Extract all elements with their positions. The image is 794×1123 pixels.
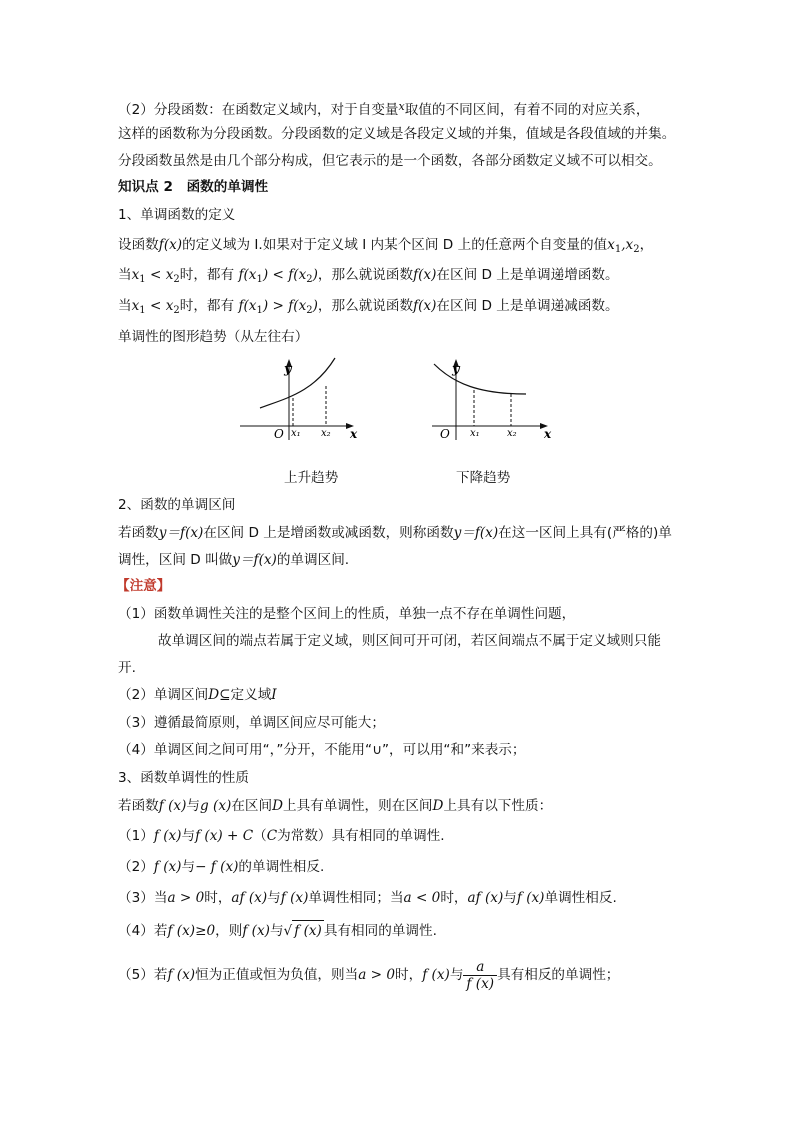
piecewise-line-3: 分段函数虽然是由几个部分构成，但它表示的是一个函数，各部分函数定义域不可以相交。 bbox=[118, 153, 662, 169]
section-1-title: 1、单调函数的定义 bbox=[118, 207, 236, 223]
origin-label: O bbox=[274, 427, 284, 441]
interval-definition-line-2: 调性，区间 D 叫做y＝f(x)的单调区间. bbox=[118, 552, 350, 568]
note-3: （3）遵循最简原则，单调区间应尽可能大； bbox=[118, 715, 385, 731]
y-label: y bbox=[284, 362, 292, 377]
x-label: x bbox=[544, 427, 552, 441]
note-2: （2）单调区间D⊆定义域I bbox=[118, 687, 277, 703]
note-1-line-1: （1）函数单调性关注的是整个区间上的性质，单独一点不存在单调性问题， bbox=[118, 606, 576, 622]
increasing-graph bbox=[232, 356, 362, 444]
x-label: x bbox=[350, 427, 358, 441]
note-4: （4）单调区间之间可用“，”分开，不能用“∪”，可以用“和”来表示； bbox=[118, 742, 526, 758]
decreasing-trend-label: 下降趋势 bbox=[456, 470, 511, 486]
increasing-definition: 当$x_1 < x_2$时，都有 $f(x_1) < f(x_2)$，那么就说函数f(x)在区间 D 上是单调递增函数。 bbox=[118, 267, 619, 285]
note-1-line-2: 故单调区间的端点若属于定义域，则区间可开可闭，若区间端点不属于定义域则只能 bbox=[158, 633, 661, 649]
property-4: （4）若f (x)≥0，则f (x)与√ f (x) 具有相同的单调性. bbox=[118, 920, 437, 941]
trend-caption: 单调性的图形趋势（从左往右） bbox=[118, 329, 309, 345]
fraction-a-over-fx: $\frac{a}{f (x)}$ bbox=[463, 959, 497, 992]
property-1: （1）f (x)与f (x) + C（C为常数）具有相同的单调性. bbox=[118, 828, 445, 844]
decreasing-definition: 当$x_1 < x_2$时，都有 $f(x_1) > f(x_2)$，那么就说函数f(x)在区间 D 上是单调递减函数。 bbox=[118, 298, 619, 316]
property-3: （3）当a > 0时，af (x)与f (x)单调性相同；当a < 0时，af (x)与f (x)单调性相反. bbox=[118, 890, 617, 906]
piecewise-line-2: 这样的函数称为分段函数。分段函数的定义域是各段定义域的并集，值域是各段值域的并集。 bbox=[118, 126, 676, 142]
section-3-title: 3、函数单调性的性质 bbox=[118, 770, 249, 786]
note-heading: 【注意】 bbox=[116, 578, 171, 594]
interval-definition-line-1: 若函数y＝f(x)在区间 D 上是增函数或减函数，则称函数y＝f(x)在这一区间上具有(严格的)单 bbox=[118, 525, 672, 541]
origin-label: O bbox=[440, 427, 450, 441]
x2-tick-label: x₂ bbox=[321, 428, 331, 439]
y-label: y bbox=[452, 362, 460, 377]
x1-tick-label: x₁ bbox=[291, 428, 301, 439]
property-2: （2）f (x)与− f (x)的单调性相反. bbox=[118, 859, 325, 875]
piecewise-line-1: （2）分段函数：在函数定义域内，对于自变量$^x$取值的不同区间，有着不同的对应关系， bbox=[118, 100, 650, 118]
x1-tick-label: x₁ bbox=[470, 428, 480, 439]
x2-tick-label: x₂ bbox=[507, 428, 517, 439]
sqrt-fx: f (x) bbox=[292, 920, 324, 941]
decreasing-graph bbox=[424, 356, 556, 444]
note-1-line-3: 开. bbox=[118, 660, 136, 676]
property-5: （5）若f (x)恒为正值或恒为负值，则当a > 0时，f (x)与 $\frac{a}{f (x)}$ 具有相反的单调性； bbox=[118, 958, 620, 992]
property-intro: 若函数f (x)与g (x)在区间D上具有单调性，则在区间D上具有以下性质： bbox=[118, 798, 553, 814]
definition-line-1: 设函数f(x)的定义域为 I.如果对于定义域 I 内某个区间 D 上的任意两个自变量的值$x_1,x_2$， bbox=[118, 237, 654, 255]
increasing-curve bbox=[260, 358, 335, 408]
knowledge-point-2-heading: 知识点 2 函数的单调性 bbox=[118, 179, 269, 195]
section-2-title: 2、函数的单调区间 bbox=[118, 497, 236, 513]
decreasing-curve bbox=[434, 364, 526, 394]
increasing-trend-label: 上升趋势 bbox=[284, 470, 339, 486]
